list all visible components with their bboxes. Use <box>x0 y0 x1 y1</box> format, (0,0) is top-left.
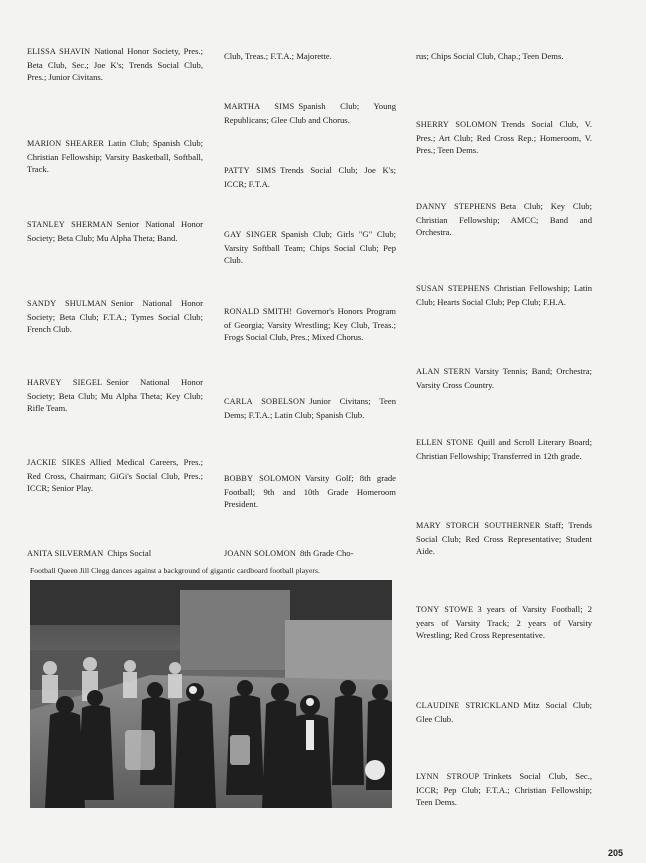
senior-entry <box>224 547 396 561</box>
senior-name: CARLA SOBELSON <box>224 397 306 406</box>
senior-activities: Junior Civitans; Teen Dems; F.T.A.; Latin Club; Spanish Club. <box>224 396 396 420</box>
senior-name: JACKIE SIKES <box>27 458 86 467</box>
senior-name: SANDY SHULMAN <box>27 299 107 308</box>
senior-entry <box>416 282 592 308</box>
senior-name: LYNN STROUP <box>416 772 480 781</box>
dance-photo-image <box>30 580 392 808</box>
senior-entry <box>27 45 203 84</box>
senior-name: MARION SHEARER <box>27 139 105 148</box>
senior-activities: Trends Social Club, V. Pres.; Art Club; Red Cross Rep.; Homeroom, V. Pres.; Teen Dems. <box>416 119 592 156</box>
senior-entry <box>27 218 203 244</box>
senior-name: CLAUDINE STRICKLAND <box>416 701 520 710</box>
senior-name: MARTHA SIMS <box>224 102 295 111</box>
senior-activities: Senior National Honor Society; Beta Club; Mu Alpha Theta; Band. <box>27 219 203 243</box>
senior-name: PATTY SIMS <box>224 166 277 175</box>
senior-entry <box>416 200 592 239</box>
senior-activities: Mitz Social Club; Glee Club. <box>416 700 592 724</box>
photo-caption: Football Queen Jill Clegg dances against a background of gigantic cardboard football players. <box>30 566 320 575</box>
senior-activities: Senior National Honor Society; Beta Club; F.T.A.; Tymes Social Club; French Club. <box>27 298 203 335</box>
senior-name: MARY STORCH SOUTHERNER <box>416 521 541 530</box>
senior-entry <box>416 436 592 462</box>
dance-photo <box>30 580 392 808</box>
senior-name: DANNY STEPHENS <box>416 202 497 211</box>
senior-activities: Club, Treas.; F.T.A.; Majorette. <box>224 51 332 61</box>
senior-activities: Christian Fellowship; Latin Club; Hearts Social Club; Pep Club; F.H.A. <box>416 283 593 307</box>
senior-entry <box>27 376 203 415</box>
senior-activities: rus; Chips Social Club, Chap.; Teen Dems. <box>416 51 564 61</box>
senior-name: ELISSA SHAVIN <box>27 47 91 56</box>
senior-entry <box>27 456 203 495</box>
senior-activities: Trinkets Social Club, Sec., ICCR; Pep Club; F.T.A.; Christian Fellowship; Teen Dems. <box>416 771 592 808</box>
senior-entry-continued <box>224 50 396 63</box>
senior-activities: National Honor Society, Pres.; Beta Club, Sec.; Joe K's; Trends Social Club, Pres.; Junior Civitans. <box>27 46 203 83</box>
senior-entry <box>416 603 592 642</box>
senior-activities: Governor's Honors Program of Georgia; Varsity Wrestling; Key Club, Treas.; Frogs Social Club, Pres.; Mixed Chorus. <box>224 306 396 343</box>
senior-activities: Varsity Tennis; Band; Orchestra; Varsity Cross Country. <box>416 366 592 390</box>
senior-name: STANLEY SHERMAN <box>27 220 113 229</box>
senior-activities: Spanish Club; Young Republicans; Glee Club and Chorus. <box>224 101 396 125</box>
senior-activities: Senior National Honor Society; Beta Club; Mu Alpha Theta; Key Club; Rifle Team. <box>27 377 203 414</box>
senior-name: JOANN SOLOMON <box>224 549 296 558</box>
page-number: 205 <box>607 848 623 858</box>
senior-entry <box>416 770 592 809</box>
senior-entry <box>224 164 396 190</box>
senior-entry <box>416 118 592 157</box>
senior-activities: Spanish Club; Girls "G" Club; Varsity Softball Team; Chips Social Club; Pep Club. <box>224 229 396 266</box>
senior-name: RONALD SMITH! <box>224 307 293 316</box>
senior-name: ELLEN STONE <box>416 438 474 447</box>
senior-activities: Staff; Trends Social Club; Red Cross Representative; Student Aide. <box>416 520 592 557</box>
senior-name: GAY SINGER <box>224 230 277 239</box>
senior-name: TONY STOWE <box>416 605 474 614</box>
senior-activities: Chips Social <box>107 548 152 558</box>
senior-name: ALAN STERN <box>416 367 471 376</box>
senior-entry <box>224 100 396 126</box>
senior-activities: Varsity Golf; 8th grade Football; 9th and 10th Grade Homeroom President. <box>224 473 396 510</box>
senior-activities: Quill and Scroll Literary Board; Christian Fellowship; Transferred in 12th grade. <box>416 437 592 461</box>
senior-entry <box>416 519 592 558</box>
senior-entry <box>224 305 396 344</box>
senior-activities: Allied Medical Careers, Pres.; Red Cross, Chairman; GiGi's Social Club, Pres.; ICCR; Senior Play. <box>27 457 203 494</box>
senior-entry <box>27 297 203 336</box>
senior-entry <box>416 699 592 725</box>
senior-name: SUSAN STEPHENS <box>416 284 490 293</box>
senior-entry <box>224 228 396 267</box>
senior-entry-continued <box>416 50 592 63</box>
senior-entry <box>27 547 203 561</box>
senior-entry <box>224 395 396 421</box>
senior-activities: 3 years of Varsity Football; 2 years of Varsity Track; 2 years of Varsity Wrestling; Red Cross Representative. <box>416 604 592 641</box>
senior-activities: Latin Club; Spanish Club; Christian Fellowship; Varsity Basketball, Softball, Track. <box>27 138 204 175</box>
senior-name: HARVEY SIEGEL <box>27 378 103 387</box>
senior-name: BOBBY SOLOMON <box>224 474 302 483</box>
senior-activities: Trends Social Club; Joe K's; ICCR; F.T.A. <box>224 165 396 189</box>
senior-entry <box>416 365 592 391</box>
senior-name: SHERRY SOLOMON <box>416 120 498 129</box>
senior-name: ANITA SILVERMAN <box>27 549 104 558</box>
senior-entry <box>224 472 396 511</box>
senior-entry <box>27 137 203 176</box>
senior-activities: 8th Grade Cho- <box>299 548 354 558</box>
senior-activities: Beta Club; Key Club; Christian Fellowship; AMCC; Band and Orchestra. <box>416 201 592 238</box>
